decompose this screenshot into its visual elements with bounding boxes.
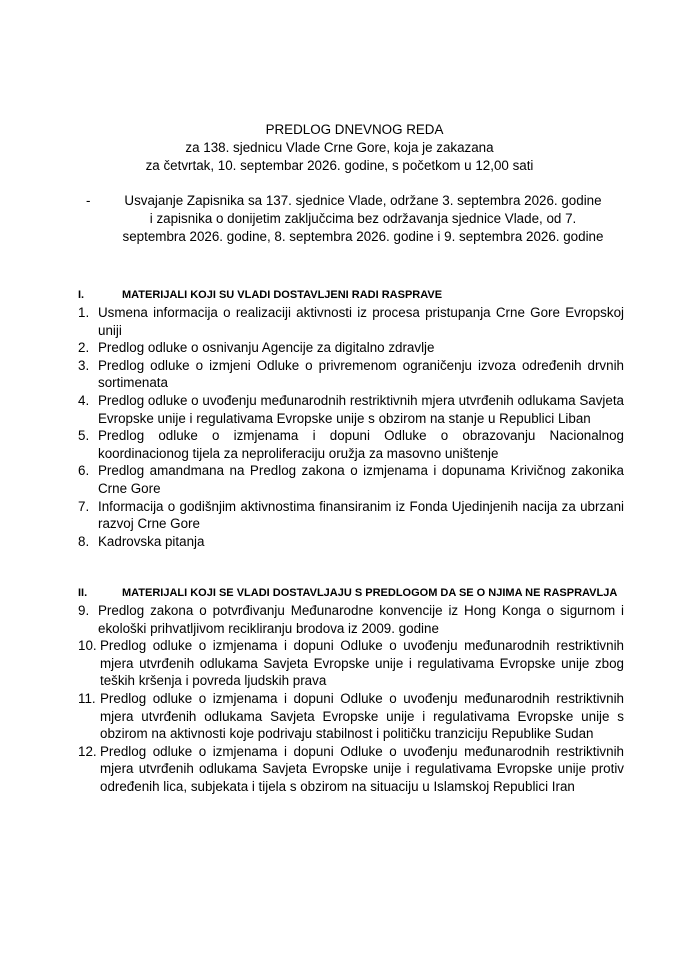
minutes-approval: [86, 192, 626, 246]
item-number: 10.: [78, 638, 97, 654]
item-number: 2.: [78, 340, 90, 356]
item-text: Predlog odluke o osnivanju Agencije za digitalno zdravlje: [98, 340, 435, 356]
section-number: I.: [78, 289, 85, 301]
item-number: 8.: [78, 533, 90, 549]
agenda-item: [78, 498, 624, 533]
agenda-list: [78, 602, 624, 796]
agenda-item: [78, 462, 624, 497]
section-no-discussion: [78, 586, 624, 796]
agenda-item: [78, 637, 624, 690]
minutes-line-2: i zapisnika o donijetim zaključcima bez održavanja sjednice Vlade, od 7.: [149, 211, 577, 226]
agenda-item: [78, 427, 624, 462]
item-number: 7.: [78, 498, 90, 514]
section-heading: [78, 288, 624, 304]
session-line: za 138. sjednicu Vlade Crne Gore, koja je zakazana: [185, 140, 494, 155]
minutes-line-3: septembra 2026. godine, 8. septembra 2026. godine i 9. septembra 2026. godine: [122, 229, 604, 244]
agenda-item: [78, 357, 624, 392]
item-text: Predlog odluke o izmjenama i dopuni Odluke o uvođenju međunarodnih restriktivnih mjera utvrđenih odlukama Savjeta Evropske unije i regulativama Evropske unije s obzirom na aktivnosti koje podrivaju stabilnost i političku tranziciju Republike Sudan: [100, 690, 624, 742]
minutes-dash: -: [86, 193, 91, 208]
agenda-item: [78, 392, 624, 427]
item-number: 5.: [78, 428, 90, 444]
item-text: Predlog odluke o izmjenama i dopuni Odluke o uvođenju međunarodnih restriktivnih mjera utvrđenih odlukama Savjeta Evropske unije i regulativama Evropske unije zbog teških kršenja i povreda ljudskih prava: [100, 638, 624, 689]
item-text: Kadrovska pitanja: [98, 533, 205, 549]
item-text: Predlog odluke o uvođenju međunarodnih restriktivnih mjera utvrđenih odlukama Savjeta Evropske unije i regulativama Evropske unije s obzirom na stanje u Republici Liban: [98, 392, 624, 426]
item-number: 12.: [78, 743, 97, 759]
item-text: Predlog odluke o izmjeni Odluke o privremenom ograničenju izvoza određenih drvnih sortimenata: [98, 357, 624, 391]
section-title: MATERIJALI KOJI SU VLADI DOSTAVLJENI RADI RASPRAVE: [122, 289, 443, 301]
agenda-item: [78, 304, 624, 339]
item-number: 6.: [78, 463, 90, 479]
agenda-item: [78, 602, 624, 637]
item-number: 4.: [78, 392, 90, 408]
agenda-title: PREDLOG DNEVNOG REDA: [265, 122, 444, 137]
item-text: Predlog zakona o potvrđivanju Međunarodne konvencije iz Hong Konga o sigurnom i ekološki prihvatljivom recikliranju brodova iz 2009. godine: [98, 603, 624, 636]
item-number: 11.: [78, 690, 96, 706]
section-title: MATERIJALI KOJI SE VLADI DOSTAVLJAJU S PREDLOGOM DA SE O NJIMA NE RASPRAVLJA: [122, 587, 618, 599]
item-number: 1.: [78, 305, 90, 320]
schedule-line: za četvrtak, 10. septembar 2026. godine, s početkom u 12,00 sati: [145, 158, 534, 173]
item-text: Informacija o godišnjim aktivnostima finansiranim iz Fonda Ujedinjenih nacija za ubrzani razvoj Crne Gore: [98, 498, 624, 532]
item-text: Predlog odluke o izmjenama i dopuni Odluke o obrazovanju Nacionalnog koordinacionog tijela za neproliferaciju oružja za masovno uništenje: [98, 428, 624, 461]
agenda-item: [78, 339, 624, 357]
minutes-line-1: Usvajanje Zapisnika sa 137. sjednice Vlade, održane 3. septembra 2026. godine: [124, 193, 602, 208]
item-text: Predlog odluke o izmjenama i dopuni Odluke o uvođenju međunarodnih restriktivnih mjera utvrđenih odlukama Savjeta Evropske unije i regulativama Evropske unije protiv određenih lica, subjekata i tijela s obzirom na situaciju u Islamskoj Republici Iran: [100, 743, 624, 794]
agenda-item: [78, 533, 624, 551]
item-text: Predlog amandmana na Predlog zakona o izmjenama i dopunama Krivičnog zakonika Crne Gore: [98, 463, 624, 496]
section-number: II.: [78, 587, 88, 599]
item-number: 3.: [78, 357, 90, 373]
item-number: 9.: [78, 603, 90, 618]
agenda-item: [78, 690, 624, 743]
section-discussion: [78, 288, 624, 550]
agenda-header: [0, 121, 679, 175]
agenda-list: [78, 304, 624, 550]
item-text: Usmena informacija o realizaciji aktivnosti iz procesa pristupanja Crne Gore Evropskoj uniji: [98, 305, 624, 338]
agenda-item: [78, 743, 624, 796]
section-heading: [78, 586, 624, 602]
